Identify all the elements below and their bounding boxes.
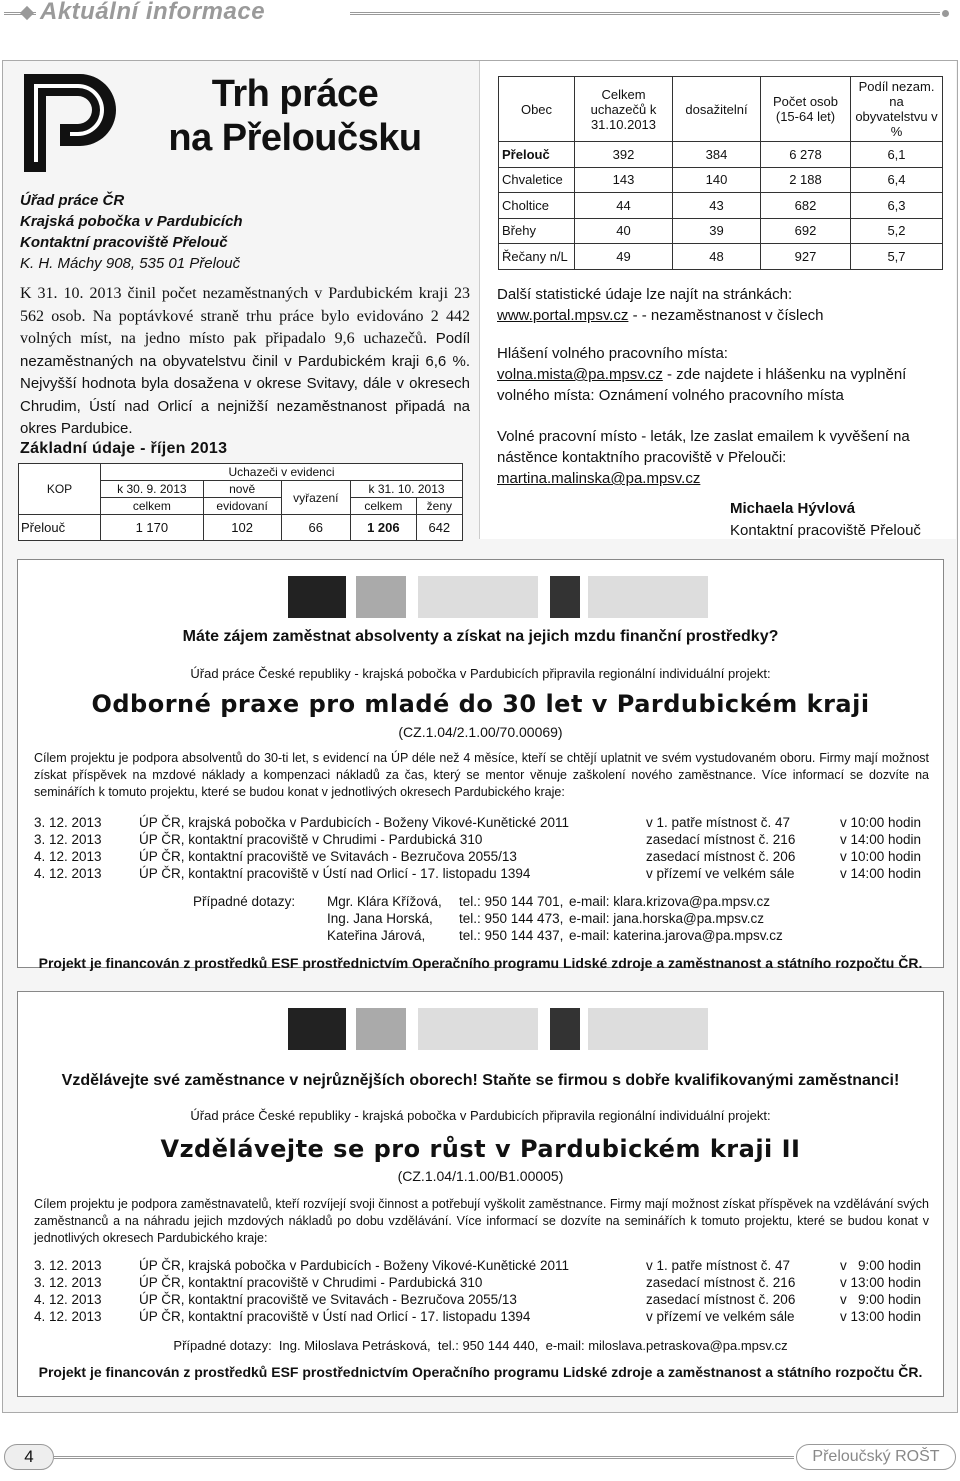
- obec-total-header: Celkem uchazečů k 31.10.2013: [575, 77, 673, 142]
- table-row: [499, 142, 943, 168]
- eu-flag-icon: [356, 1008, 406, 1050]
- table-cell: 682: [761, 193, 851, 219]
- stats-link[interactable]: www.portal.mpsv.cz: [497, 307, 629, 324]
- table-cell: 102: [203, 515, 281, 541]
- table-row: [193, 910, 783, 927]
- project-code: (CZ.1.04/2.1.00/70.00069): [398, 724, 563, 740]
- office-workplace: Kontaktní pracoviště Přelouč: [20, 234, 228, 251]
- leaflet-link[interactable]: martina.malinska@pa.mpsv.cz: [497, 470, 701, 487]
- header-rule: [350, 12, 940, 15]
- signature: [730, 498, 921, 542]
- table-cell: 4. 12. 2013: [34, 849, 102, 864]
- esf-banner: [288, 1008, 708, 1050]
- cz-flag-icon: [550, 576, 580, 618]
- article-paragraph-part1: K 31. 10. 2013 činil počet nezaměstnaných v Pardubickém kraji 23 562 osob. Na poptávkové straně trhu práce bylo evidováno 2 442 volných míst, na jedno místo pak připadalo 9,6 uchazečů.: [20, 285, 470, 347]
- leaflet-text: Volné pracovní místo - leták, lze zaslat emailem k vyvěšení na nástěnce kontaktního pracoviště v Přelouči:: [497, 428, 910, 466]
- table-cell: zasedací místnost č. 206: [646, 849, 796, 864]
- signature-name: Michaela Hývlová: [730, 500, 856, 517]
- project-funding: Projekt je financován z prostředků ESF prostřednictvím Operačního programu Lidské zdroje a zaměstnanost a státního rozpočtu ČR.: [38, 1364, 923, 1380]
- vacancy-report-info: [497, 343, 947, 406]
- project-description: Cílem projektu je podpora zaměstnavatelů, kteří rozvíjejí svoji činnost a potřebují vyškolit zaměstnance. Firmy mají možnost získat příspěvek na vzdělávání svých zaměstnanců a na náhradu jejich mzdových nákladů po dobu vzdělávání. Více informací se dozvíte na seminářích k tomuto projektu, které se budou konat v jednotlivých okresech Pardubického kraje:: [34, 1197, 929, 1245]
- op-logo-icon: [418, 576, 538, 618]
- stats-info: [497, 284, 947, 326]
- table-cell: ÚP ČR, kontaktní pracoviště v Ústí nad Orlicí - 17. listopadu 1394: [139, 1309, 531, 1324]
- kop-new-header: nově: [203, 481, 281, 498]
- table-cell: Přelouč: [19, 515, 101, 541]
- signature-role: Kontaktní pracoviště Přelouč: [730, 522, 921, 539]
- kop-new-sub: evidovaní: [203, 498, 281, 515]
- contact-label: Případné dotazy:: [193, 894, 296, 909]
- table-cell: 5,2: [851, 218, 943, 244]
- obec-share-header: Podíl nezam. na obyvatelstvu v %: [851, 77, 943, 142]
- table-cell: 6 278: [761, 142, 851, 168]
- table-cell: Přelouč: [499, 142, 575, 168]
- office-street: K. H. Máchy 908, 535 01 Přelouč: [20, 255, 241, 272]
- project-intro: Úřad práce České republiky - krajská pobočka v Pardubicích připravila regionální individuální projekt:: [190, 666, 771, 681]
- table-cell: 6,4: [851, 167, 943, 193]
- table-cell: tel.: 950 144 701,: [459, 894, 564, 909]
- report-link[interactable]: volna.mista@pa.mpsv.cz: [497, 366, 663, 383]
- table-cell: 43: [673, 193, 761, 219]
- table-cell: v 9:00 hodin: [840, 1258, 922, 1273]
- project-title: Odborné praxe pro mladé do 30 let v Pardubickém kraji: [91, 690, 870, 718]
- magazine-name: Přeloučský ROŠT: [796, 1444, 956, 1470]
- table-cell: 1 170: [101, 515, 204, 541]
- table-cell: v 10:00 hodin: [840, 849, 922, 864]
- table-cell: Mgr. Klára Křížová,: [327, 894, 442, 909]
- kop-cur-total-header: celkem: [351, 498, 417, 515]
- table-cell: 384: [673, 142, 761, 168]
- support-logo-icon: [588, 576, 708, 618]
- kop-prev-header: k 30. 9. 2013: [101, 481, 204, 498]
- section-header: [0, 0, 960, 26]
- project-box-2: [17, 991, 944, 1397]
- kop-removed-header: vyřazení: [281, 481, 351, 515]
- table-cell: ÚP ČR, kontaktní pracoviště v Chrudimi - Pardubická 310: [139, 1275, 483, 1290]
- table-row: [193, 893, 783, 910]
- table-cell: v 1. patře místnost č. 47: [646, 815, 791, 830]
- project-code: (CZ.1.04/1.1.00/B1.00005): [397, 1168, 564, 1184]
- table-row: [193, 927, 783, 944]
- table-cell: ÚP ČR, krajská pobočka v Pardubicích - Boženy Vikové-Kunětické 2011: [139, 1258, 569, 1273]
- table-row: [34, 1257, 921, 1274]
- table-cell: 3. 12. 2013: [34, 832, 102, 847]
- table-cell: 143: [575, 167, 673, 193]
- table-cell: 4. 12. 2013: [34, 1309, 102, 1324]
- footer-rule: [54, 1456, 794, 1459]
- table-cell: zasedací místnost č. 206: [646, 1292, 796, 1307]
- project-intro: Úřad práce České republiky - krajská pobočka v Pardubicích připravila regionální individuální projekt:: [190, 1108, 771, 1123]
- table-cell: 6,3: [851, 193, 943, 219]
- page-number: 4: [4, 1444, 54, 1470]
- article-title: [120, 72, 470, 160]
- article-paragraph-part2: Podíl nezaměstnaných na obyvatelstvu činil v Pardubickém kraji 6,6 %. Nejvyšší hodnota byla dosažena v okrese Svitavy, dále v okresech Chrudim, Ústí nad Orlicí a nejnižší nezaměstnanost připadá na okres Pardubice.: [20, 330, 470, 437]
- report-line: [497, 364, 947, 406]
- op-logo-icon: [418, 1008, 538, 1050]
- table-cell: 6,1: [851, 142, 943, 168]
- table-cell: Ing. Jana Horská,: [327, 911, 433, 926]
- table-cell: v 13:00 hodin: [840, 1275, 922, 1290]
- article-paragraph: [20, 283, 470, 441]
- table-row: [34, 1274, 921, 1291]
- table-cell: Řečany n/L: [499, 244, 575, 270]
- table-row: [499, 244, 943, 270]
- table-cell: zasedací místnost č. 216: [646, 1275, 796, 1290]
- table-cell[interactable]: e-mail: jana.horska@pa.mpsv.cz: [569, 911, 765, 926]
- table-cell: 40: [575, 218, 673, 244]
- table-row: [34, 865, 921, 882]
- table-cell: 1 206: [351, 515, 417, 541]
- seminar-schedule: [34, 1257, 921, 1325]
- table-cell: v 10:00 hodin: [840, 815, 922, 830]
- kop-prev-sub: celkem: [101, 498, 204, 515]
- table-row: [34, 814, 921, 831]
- table-cell: zasedací místnost č. 216: [646, 832, 796, 847]
- project-question: Máte zájem zaměstnat absolventy a získat na jejich mzdu finanční prostředky?: [182, 628, 779, 645]
- table-cell: 49: [575, 244, 673, 270]
- table-row: [34, 848, 921, 865]
- table-cell[interactable]: e-mail: katerina.jarova@pa.mpsv.cz: [569, 928, 783, 943]
- table-row: [34, 1291, 921, 1308]
- data-subheading: Základní údaje - říjen 2013: [20, 440, 228, 457]
- table-cell: v 14:00 hodin: [840, 832, 922, 847]
- table-cell: 692: [761, 218, 851, 244]
- kop-header: KOP: [19, 464, 101, 515]
- contact-list: [193, 893, 783, 944]
- table-row: [499, 193, 943, 219]
- dot-icon: [942, 10, 949, 17]
- table-cell: 140: [673, 167, 761, 193]
- table-cell: 48: [673, 244, 761, 270]
- eu-flag-icon: [356, 576, 406, 618]
- table-cell: Chvaletice: [499, 167, 575, 193]
- table-cell: v přízemí ve velkém sále: [646, 1309, 795, 1324]
- table-cell: 3. 12. 2013: [34, 815, 102, 830]
- table-cell: 3. 12. 2013: [34, 1258, 102, 1273]
- office-branch: Krajská pobočka v Pardubicích: [20, 213, 243, 230]
- table-cell: 66: [281, 515, 351, 541]
- page-footer: [0, 1436, 960, 1476]
- office-name: Úřad práce ČR: [20, 192, 125, 209]
- table-cell: Choltice: [499, 193, 575, 219]
- table-cell: v 9:00 hodin: [840, 1292, 922, 1307]
- table-row: [499, 218, 943, 244]
- table-cell: ÚP ČR, krajská pobočka v Pardubicích - Boženy Vikové-Kunětické 2011: [139, 815, 569, 830]
- table-cell: 5,7: [851, 244, 943, 270]
- project-question: Vzdělávejte své zaměstnance v nejrůznějších oborech! Staňte se firmou s dobře kvalifikovanými zaměstnanci!: [61, 1072, 900, 1089]
- article-title-line1: Trh práce: [211, 73, 379, 115]
- table-cell: ÚP ČR, kontaktní pracoviště v Ústí nad Orlicí - 17. listopadu 1394: [139, 866, 531, 881]
- project-title: Vzdělávejte se pro růst v Pardubickém kraji II: [160, 1135, 801, 1163]
- table-cell: ÚP ČR, kontaktní pracoviště ve Svitavách - Bezručova 2055/13: [139, 849, 517, 864]
- kop-group-header: Uchazeči v evidenci: [101, 464, 463, 481]
- table-cell: 44: [575, 193, 673, 219]
- table-cell: v 1. patře místnost č. 47: [646, 1258, 791, 1273]
- project-funding: Projekt je financován z prostředků ESF prostřednictvím Operačního programu Lidské zdroje a zaměstnanost a státního rozpočtu ČR.: [38, 955, 923, 971]
- diamond-icon: [20, 6, 34, 20]
- table-cell: v 14:00 hodin: [840, 866, 922, 881]
- table-cell: tel.: 950 144 473,: [459, 911, 564, 926]
- support-logo-icon: [588, 1008, 708, 1050]
- cz-flag-icon: [550, 1008, 580, 1050]
- municipality-table: [498, 76, 943, 270]
- table-cell: ÚP ČR, kontaktní pracoviště ve Svitavách - Bezručova 2055/13: [139, 1292, 517, 1307]
- project-description: Cílem projektu je podpora absolventů do 30-ti let, s evidencí na ÚP déle než 4 měsíce, kteří se chtějí uplatnit ve svém vystudovaném oboru. Firmy mají možnost získat příspěvek na mzdové náklady a kompenzaci nákladů za čas, který se mentor věnuje zaškolení nového zaměstnance. Více informací se dozvíte na seminářích k tomuto projektu, které se budou konat v jednotlivých okresech Pardubického kraje:: [34, 751, 929, 799]
- kop-cur-header: k 31. 10. 2013: [351, 481, 463, 498]
- table-cell: Kateřina Járová,: [327, 928, 426, 943]
- esf-flag-icon: [288, 576, 346, 618]
- report-title: Hlášení volného pracovního místa:: [497, 345, 728, 362]
- table-cell[interactable]: e-mail: klara.krizova@pa.mpsv.cz: [569, 894, 771, 909]
- project-contact: Případné dotazy: Ing. Miloslava Petrásková, tel.: 950 144 440, e-mail: miloslava.petraskova@pa.mpsv.cz: [173, 1338, 788, 1353]
- kop-cur-women-header: ženy: [416, 498, 462, 515]
- stats-line: [497, 305, 947, 326]
- stats-suffix: - - nezaměstnanost v číslech: [628, 307, 824, 324]
- section-title: Aktuální informace: [40, 0, 266, 25]
- table-cell: 4. 12. 2013: [34, 1292, 102, 1307]
- table-cell: 927: [761, 244, 851, 270]
- table-cell: tel.: 950 144 437,: [459, 928, 564, 943]
- table-cell: 4. 12. 2013: [34, 866, 102, 881]
- table-cell: ÚP ČR, kontaktní pracoviště v Chrudimi - Pardubická 310: [139, 832, 483, 847]
- table-cell: Břehy: [499, 218, 575, 244]
- up-logo-icon: [20, 70, 120, 176]
- leaflet-info: [497, 426, 947, 489]
- table-row: [19, 515, 463, 541]
- table-cell: 392: [575, 142, 673, 168]
- table-cell: 2 188: [761, 167, 851, 193]
- table-cell: 39: [673, 218, 761, 244]
- table-cell: 642: [416, 515, 462, 541]
- table-row: [499, 167, 943, 193]
- office-address: [20, 190, 243, 274]
- table-row: [34, 1308, 921, 1325]
- esf-banner: [288, 576, 708, 618]
- obec-pop-header: Počet osob (15-64 let): [761, 77, 851, 142]
- esf-flag-icon: [288, 1008, 346, 1050]
- seminar-schedule: [34, 814, 921, 882]
- table-cell: v přízemí ve velkém sále: [646, 866, 795, 881]
- obec-available-header: dosažitelní: [673, 77, 761, 142]
- article-title-line2: na Přeloučsku: [168, 117, 422, 159]
- kop-table: [18, 463, 463, 541]
- project-box-1: [17, 559, 944, 971]
- table-row: [34, 831, 921, 848]
- table-cell: 3. 12. 2013: [34, 1275, 102, 1290]
- column-divider: [479, 61, 480, 539]
- stats-text: Další statistické údaje lze najít na stránkách:: [497, 286, 793, 303]
- obec-header: Obec: [499, 77, 575, 142]
- table-cell: v 13:00 hodin: [840, 1309, 922, 1324]
- report-suffix: - zde najdete i hlášenku na vyplnění volného místa: Oznámení volného pracovního místa: [497, 366, 907, 404]
